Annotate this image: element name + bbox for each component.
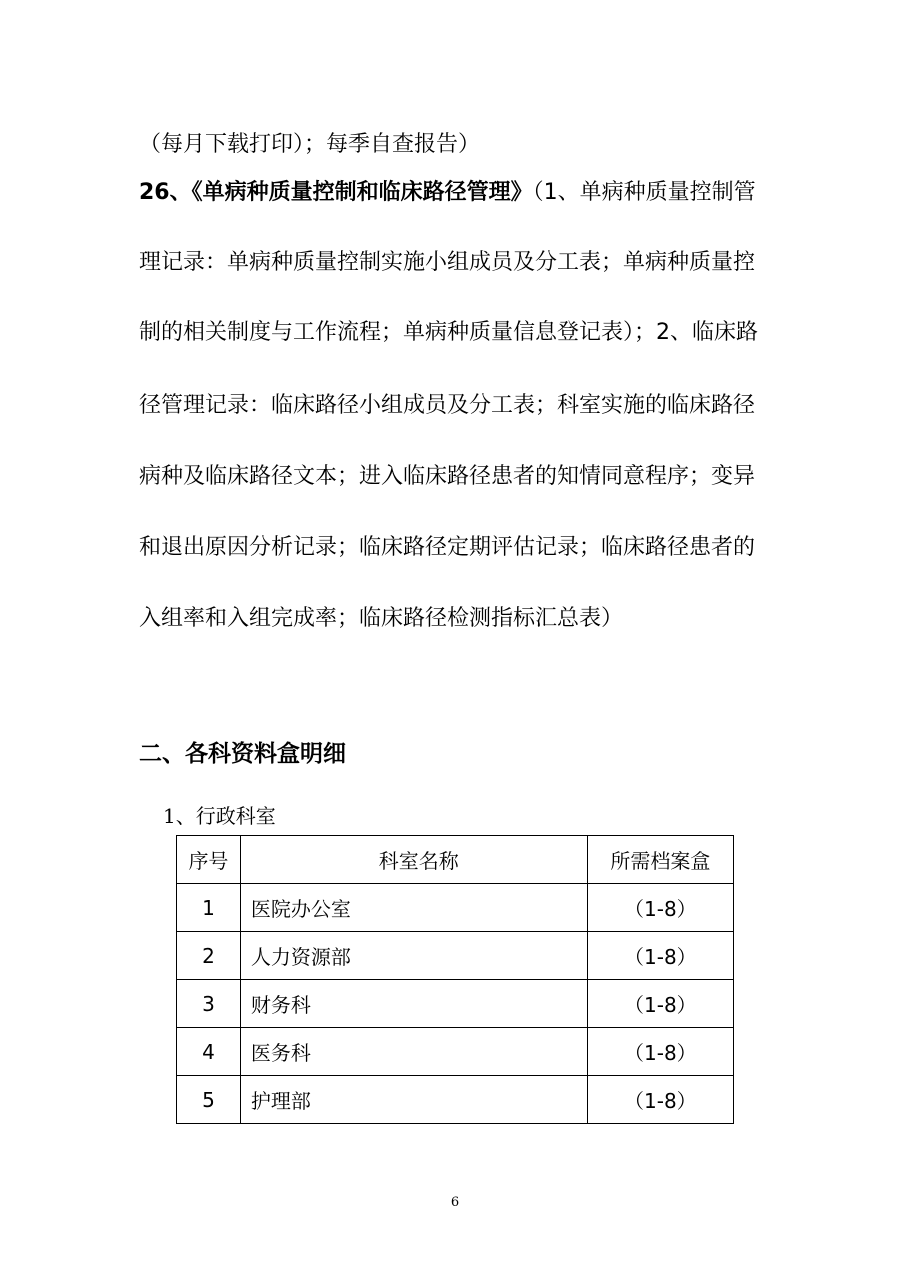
table-row	[177, 1028, 734, 1076]
cell-boxes: （1-8）	[587, 932, 733, 980]
table-row	[177, 932, 734, 980]
subsection-title: 、行政科室	[175, 804, 276, 828]
cell-index: 3	[177, 980, 241, 1028]
subsection-number: 1	[163, 804, 176, 828]
section-heading: 二、各科资料盒明细	[139, 741, 346, 767]
cell-boxes: （1-8）	[587, 1076, 733, 1124]
cell-boxes: （1-8）	[587, 884, 733, 932]
paragraph-line: 制的相关制度与工作流程；单病种质量信息登记表）；2、临床路	[139, 320, 758, 345]
paragraph-line: 入组率和入组完成率；临床路径检测指标汇总表）	[139, 606, 624, 631]
cell-boxes: （1-8）	[587, 1028, 733, 1076]
cell-boxes: （1-8）	[587, 980, 733, 1028]
cell-department: 护理部	[240, 1076, 587, 1124]
table-row	[177, 980, 734, 1028]
cell-department: 人力资源部	[240, 932, 587, 980]
item-26-title: 26、《单病种质量控制和临床路径管理》	[139, 180, 533, 205]
page-number: 6	[450, 1195, 460, 1210]
table-row	[177, 1076, 734, 1124]
paragraph-line: 和退出原因分析记录；临床路径定期评估记录；临床路径患者的	[139, 535, 756, 560]
header-department: 科室名称	[240, 836, 587, 884]
cell-department: 医院办公室	[240, 884, 587, 932]
item-26-line	[139, 178, 779, 208]
table-row	[177, 884, 734, 932]
cell-index: 2	[177, 932, 241, 980]
header-index: 序号	[177, 836, 241, 884]
item-26-desc-start: （1、单病种质量控制管	[532, 180, 756, 205]
cell-department: 医务科	[240, 1028, 587, 1076]
cell-index: 1	[177, 884, 241, 932]
cell-index: 5	[177, 1076, 241, 1124]
department-table	[176, 835, 734, 1124]
header-boxes: 所需档案盒	[587, 836, 733, 884]
cell-department: 财务科	[240, 980, 587, 1028]
paragraph-line: 病种及临床路径文本；进入临床路径患者的知情同意程序；变异	[139, 464, 756, 489]
paragraph-line: （每月下载打印）；每季自查报告）	[139, 132, 481, 157]
table-header-row	[177, 836, 734, 884]
cell-index: 4	[177, 1028, 241, 1076]
subsection-heading	[163, 800, 276, 829]
paragraph-line: 理记录：单病种质量控制实施小组成员及分工表；单病种质量控	[139, 250, 756, 275]
paragraph-line: 径管理记录：临床路径小组成员及分工表；科室实施的临床路径	[139, 393, 756, 418]
